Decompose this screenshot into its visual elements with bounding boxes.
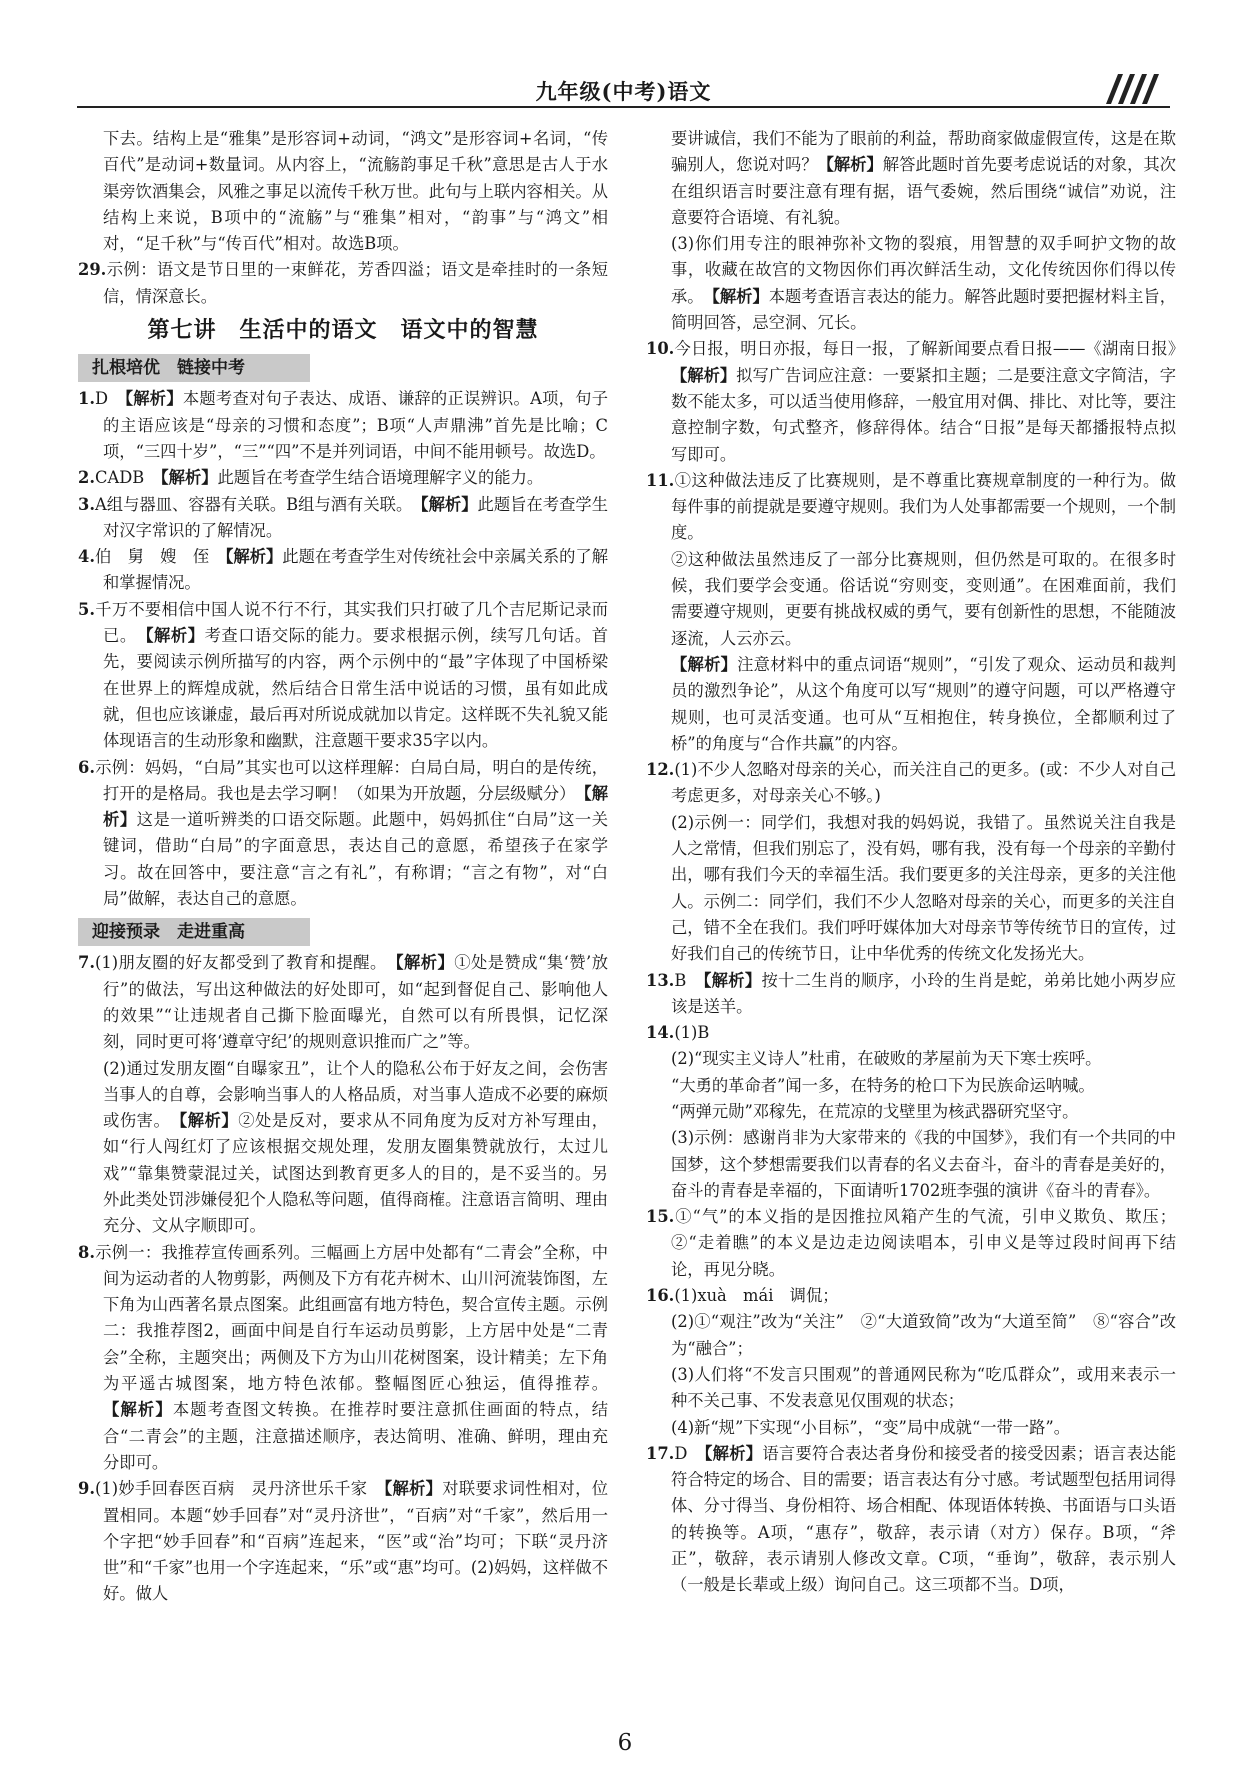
analysis-text: 考查口语交际的能力。要求根据示例，续写几句话。首先，要阅读示例所描写的内容，两个示例中的“最”字体现了中国桥梁在世界上的辉煌成就，然后结合日常生活中说话的习惯，虽有如此成就，但也应该谦虚，最后再对所说成就加以肯定。这样既不失礼貌又能体现语言的生动形象和幽默，注意题干要求35字以内。 [103, 626, 608, 751]
answer-part: (2)通过发朋友圈“自曝家丑”，让个人的隐私公布于好友之间，会伤害当事人的自尊，会影响当事人的人格品质，对当事人造成不必要的麻烦或伤害。 [103, 1058, 608, 1131]
analysis-tag: 【解析】 [671, 654, 738, 674]
answer-16 [646, 1283, 1176, 1309]
header-stripes-decoration [1092, 74, 1162, 104]
question-number: 15. [646, 1207, 675, 1227]
analysis-tag: 【解析】 [160, 468, 218, 488]
question-number: 8. [78, 1242, 95, 1262]
analysis-text: 此题旨在考查学生对汉字常识的了解情况。 [103, 494, 608, 540]
analysis-text: 对联要求词性相对，位置相同。本题“妙手回春”对“灵丹济世”，“百病”对“千家”，然后用一个字把“妙手回春”和“百病”连起来，“医”或“治”均可；下联“灵丹济世”和“千家”也用一个字连起来，“乐”或“惠”均可。(2)妈妈，这样做不好。做人 [103, 1479, 608, 1604]
analysis-tag: 【解析】 [384, 1479, 443, 1499]
analysis-tag: 【解析】 [103, 1400, 173, 1420]
question-number: 6. [78, 757, 95, 777]
header-title: 九年级(中考)语文 [535, 79, 712, 104]
analysis-tag: 【解析】 [711, 286, 769, 306]
lecture-title: 第七讲 生活中的语文 语文中的智慧 [147, 318, 539, 344]
answer-7 [78, 950, 608, 1055]
answer-part: (1)xuà mái 调侃； [674, 1286, 839, 1306]
question-number: 7. [78, 953, 95, 973]
question-number: 1. [78, 389, 95, 409]
answer-12-part-2: (2)示例一：同学们，我想对我的妈妈说，我错了。虽然说关注自我是人之常情，但我们别忘了，没有妈，哪有我，没有每一个母亲的辛勤付出，哪有我们今天的幸福生活。我们要更多的关注母亲，更多的关注他人。示例二：同学们，我们不少人忽略对母亲的关心，而更多的关注自己，错不全在我们。我们呼吁媒体加大对母亲节等传统节日的宣传，过好我们自己的传统节日，让中华优秀的传统文化发扬光大。 [671, 812, 1176, 964]
answer-part: (1)妙手回春医百病 灵丹济世乐千家 [95, 1479, 368, 1499]
answer-16-part-4: (4)新“规”下实现“小目标”，“变”局中成就“一带一路”。 [671, 1417, 1070, 1437]
answer-14-part-2c: “两弹元勋”邓稼先，在荒凉的戈壁里为核武器研究坚守。 [671, 1101, 1079, 1121]
analysis-tag: 【解析】 [704, 1443, 763, 1463]
question-number: 10. [646, 339, 675, 359]
section-heading-1: 扎根培优 链接中考 [78, 354, 310, 382]
answer-5 [78, 597, 608, 755]
answer-key: A组与器皿、容器有关联。B组与酒有关联。 [95, 494, 405, 514]
header-rule [77, 106, 1170, 108]
answer-11-analysis [646, 652, 1176, 757]
answer-3 [78, 492, 608, 545]
analysis-tag: 【解析】 [420, 494, 478, 514]
analysis-text: ①处是赞成“集‘赞’放行”的做法，写出这种做法的好处即可，如“起到督促自己、影响他人的效果”“让违规者自己撕下脸面曝光，自然可以有所畏惧，记忆深刻，同时更可将‘遵章守纪’的规则意识推而广之”等。 [103, 953, 608, 1052]
analysis-tag: 【解析】 [395, 953, 455, 973]
section-heading-2: 迎接预录 走进重高 [78, 918, 310, 946]
answer-2 [78, 465, 608, 491]
answer-9 [78, 1476, 608, 1607]
analysis-text: ②处是反对，要求从不同角度为反对方补写理由，如“行人闯红灯了应该根据交规处理，发朋友圈集赞就放行，太过儿戏”“靠集赞蒙混过关，试图达到教育更多人的目的，是不妥当的。另外此类处罚涉嫌侵犯个人隐私等问题，值得商榷。注意语言简明、理由充分、文从字顺即可。 [103, 1111, 608, 1236]
analysis-tag: 【解析】 [179, 1111, 239, 1131]
answer-16-part-3: (3)人们将“不发言只围观”的普通网民称为“吃瓜群众”，或用来表示一种不关己事、不发表意见仅围观的状态； [671, 1364, 1176, 1411]
answer-17 [646, 1441, 1176, 1599]
answer-text: ①“气”的本义指的是因推拉风箱产生的气流，引申义欺负、欺压；②“走着瞧”的本义是边走边阅读唱本，引申义是等过段时间再下结论，再见分晓。 [671, 1207, 1176, 1279]
page-header [77, 74, 1170, 108]
answer-part: (1)朋友圈的好友都受到了教育和提醒。 [95, 953, 379, 973]
answer-part: 要讲诚信，我们不能为了眼前的利益，帮助商家做虚假宣传，这是在欺骗别人，您说对吗？ [671, 129, 1176, 175]
answer-8 [78, 1240, 608, 1477]
question-number: 4. [78, 547, 95, 567]
analysis-tag: 【解析】 [817, 155, 883, 175]
answer-11 [646, 468, 1176, 547]
analysis-text: 按十二生肖的顺序，小玲的生肖是蛇，弟弟比她小两岁应该是送羊。 [671, 970, 1176, 1016]
question-number: 2. [78, 468, 95, 488]
answer-10 [646, 336, 1176, 467]
question-number: 17. [646, 1443, 675, 1463]
answer-16-part-2: (2)①“观注”改为“关注” ②“大道致简”改为“大道至简” ⑧“容合”改为“融合”； [671, 1312, 1176, 1358]
answer-key: CADB [95, 468, 145, 488]
right-column [646, 126, 1176, 1599]
question-number: 12. [646, 760, 675, 780]
analysis-tag: 【解析】 [145, 626, 205, 646]
analysis-text: 本题考查图文转换。在推荐时要注意抓住画面的特点，结合“二青会”的主题，注意描述顺序，表达简明、准确、鲜明，理由充分即可。 [103, 1400, 608, 1472]
answer-key: B [674, 970, 687, 990]
analysis-text: 这是一道听辨类的口语交际题。此题中，妈妈抓住“白局”这一关键词，借助“白局”的字面意思，表达自己的意愿，希望孩子在家学习。故在回答中，要注意“言之有礼”，有称谓；“言之有物”，对“白局”做解，表达自己的意愿。 [103, 810, 608, 909]
question-number: 16. [646, 1286, 675, 1306]
answer-12 [646, 757, 1176, 810]
analysis-text: 注意材料中的重点词语“规则”，“引发了观众、运动员和裁判员的激烈争论”，从这个角度可以写“规则”的遵守问题，可以严格遵守规则，也可灵活变通。也可从“互相抱住，转身换位，全都顺利过了桥”的角度与“合作共赢”的内容。 [671, 654, 1176, 753]
answer-6 [78, 755, 608, 913]
answer-text: 示例：语文是节日里的一束鲜花，芳香四溢；语文是牵挂时的一条短信，情深意长。 [103, 260, 608, 306]
analysis-text: 本题考查语言表达的能力。解答此题时要把握材料主旨，简明回答，忌空洞、冗长。 [671, 286, 1176, 333]
answer-11-part-2: ②这种做法虽然违反了一部分比赛规则，但仍然是可取的。在很多时候，我们要学会变通。俗话说“穷则变，变则通”。在困难面前，我们需要遵守规则，更要有挑战权威的勇气，要有创新性的思想，不能随波逐流，人云亦云。 [671, 549, 1176, 648]
question-number: 29. [78, 260, 107, 280]
question-number: 9. [78, 1479, 95, 1499]
answer-key: D [95, 389, 109, 409]
answer-part: (3)你们用专注的眼神弥补文物的裂痕，用智慧的双手呵护文物的故事，收藏在故宫的文物因你们再次鲜活生动，文化传统因你们得以传承。 [671, 234, 1176, 306]
answer-key: D [674, 1443, 688, 1463]
answer-key: 示例：妈妈，“白局”其实也可以这样理解：白局白局，明白的是传统，打开的是格局。我也是去学习啊！（如果为开放题，分层级赋分） [95, 757, 608, 803]
left-column [78, 126, 608, 1608]
analysis-text: 此题旨在考查学生结合语境理解字义的能力。 [217, 468, 544, 488]
question-number: 5. [78, 599, 95, 619]
answer-key: 伯 舅 嫂 侄 [95, 547, 209, 567]
analysis-text: 语言要符合表达者身份和接受者的接受因素；语言表达能符合特定的场合、目的需要；语言表达有分寸感。考试题型包括用词得体、分寸得当、身份相符、场合相配、体现语体转换、书面语与口头语的转换等。A项，“惠存”，敬辞，表示请（对方）保存。B项，“斧正”，敬辞，表示请别人修改文章。C项，“垂询”，敬辞，表示别人（一般是长辈或上级）询问自己。这三项都不当。D项， [671, 1443, 1176, 1595]
analysis-text: 此题在考查学生对传统社会中亲属关系的了解和掌握情况。 [103, 547, 608, 593]
question-number: 14. [646, 1023, 675, 1043]
answer-14-part-2b: “大勇的革命者”闻一多，在特务的枪口下为民族命运呐喊。 [671, 1075, 1095, 1095]
page-number: 6 [617, 1730, 633, 1756]
answer-29 [78, 257, 608, 310]
q9-continuation [646, 126, 1176, 231]
answer-4 [78, 544, 608, 597]
analysis-tag: 【解析】 [225, 547, 283, 567]
analysis-tag: 【解析】 [124, 389, 183, 409]
answer-text: 示例一：我推荐宣传画系列。三幅画上方居中处都有“二青会”全称，中间为运动者的人物剪影，两侧及下方有花卉树木、山川河流装饰图，左下角为山西著名景点图案。此组画富有地方特色，契合宣传主题。示例二：我推荐图2，画面中间是自行车运动员剪影，上方居中处是“二青会”全称，主题突出；两侧及下方为山川花树图案，设计精美；左下角为平遥古城图案，地方特色浓郁。整幅图匠心独运，值得推荐。 [95, 1242, 608, 1394]
answer-14-part-3: (3)示例：感谢肖非为大家带来的《我的中国梦》，我们有一个共同的中国梦，这个梦想需要我们以青春的名义去奋斗，奋斗的青春是美好的，奋斗的青春是幸福的，下面请听1702班李强的演讲《奋斗的青春》。 [671, 1128, 1176, 1200]
answer-part: ①这种做法违反了比赛规则，是不尊重比赛规章制度的一种行为。做每件事的前提就是要遵守规则。我们为人处事都需要一个规则，一个制度。 [671, 470, 1176, 543]
analysis-text: 拟写广告词应注意：一要紧扣主题；二是要注意文字简洁，字数不能太多，可以适当使用修辞，一般宜用对偶、排比、对比等，要注意控制字数，句式整齐，修辞得体。结合“日报”是每天都播报特点拟写即可。 [671, 365, 1176, 464]
question-number: 13. [646, 970, 675, 990]
analysis-tag: 【解析】 [671, 365, 737, 385]
analysis-tag: 【解析】 [103, 783, 608, 830]
answer-7-part-2 [78, 1056, 608, 1240]
answer-part: (1)B [674, 1023, 710, 1043]
q28-continuation: 下去。结构上是“雅集”是形容词+动词，“鸿文”是形容词+名词，“传百代”是动词+数量词。从内容上，“流觞韵事足千秋”意思是古人于水渠旁饮酒集会，风雅之事足以流传千秋万世。此句与上联内容相关。从结构上来说，B项中的“流觞”与“雅集”相对，“韵事”与“鸿文”相对，“足千秋”与“传百代”相对。故选B项。 [103, 129, 608, 254]
answer-14-part-2: (2)“现实主义诗人”杜甫，在破败的茅屋前为天下寒士疾呼。 [671, 1049, 1102, 1069]
answer-key: 今日报，明日亦报，每日一报，了解新闻要点看日报——《湖南日报》 [674, 339, 1176, 359]
answer-14 [646, 1020, 1176, 1046]
question-number: 11. [646, 470, 675, 490]
q9-part-3 [646, 231, 1176, 336]
answer-1 [78, 386, 608, 465]
answer-part: (1)不少人忽略对母亲的关心，而关注自己的更多。(或：不少人对自己考虑更多，对母亲关心不够。) [671, 760, 1176, 806]
analysis-text: 本题考查对句子表达、成语、谦辞的正误辨识。A项，句子的主语应该是“母亲的习惯和态度”；B项“人声鼎沸”首先是比喻；C项，“三四十岁”，“三”“四”不是并列词语，中间不能用顿号。故选D。 [103, 389, 608, 461]
analysis-tag: 【解析】 [703, 970, 762, 990]
answer-key: 千万不要相信中国人说不行不行，其实我们只打破了几个吉尼斯记录而已。 [95, 599, 608, 646]
analysis-text: 解答此题时首先要考虑说话的对象，其次在组织语言时要注意有理有据，语气委婉，然后围绕“诚信”劝说，注意要符合语境、有礼貌。 [671, 155, 1176, 227]
answer-15 [646, 1204, 1176, 1283]
answer-13 [646, 968, 1176, 1021]
question-number: 3. [78, 494, 95, 514]
